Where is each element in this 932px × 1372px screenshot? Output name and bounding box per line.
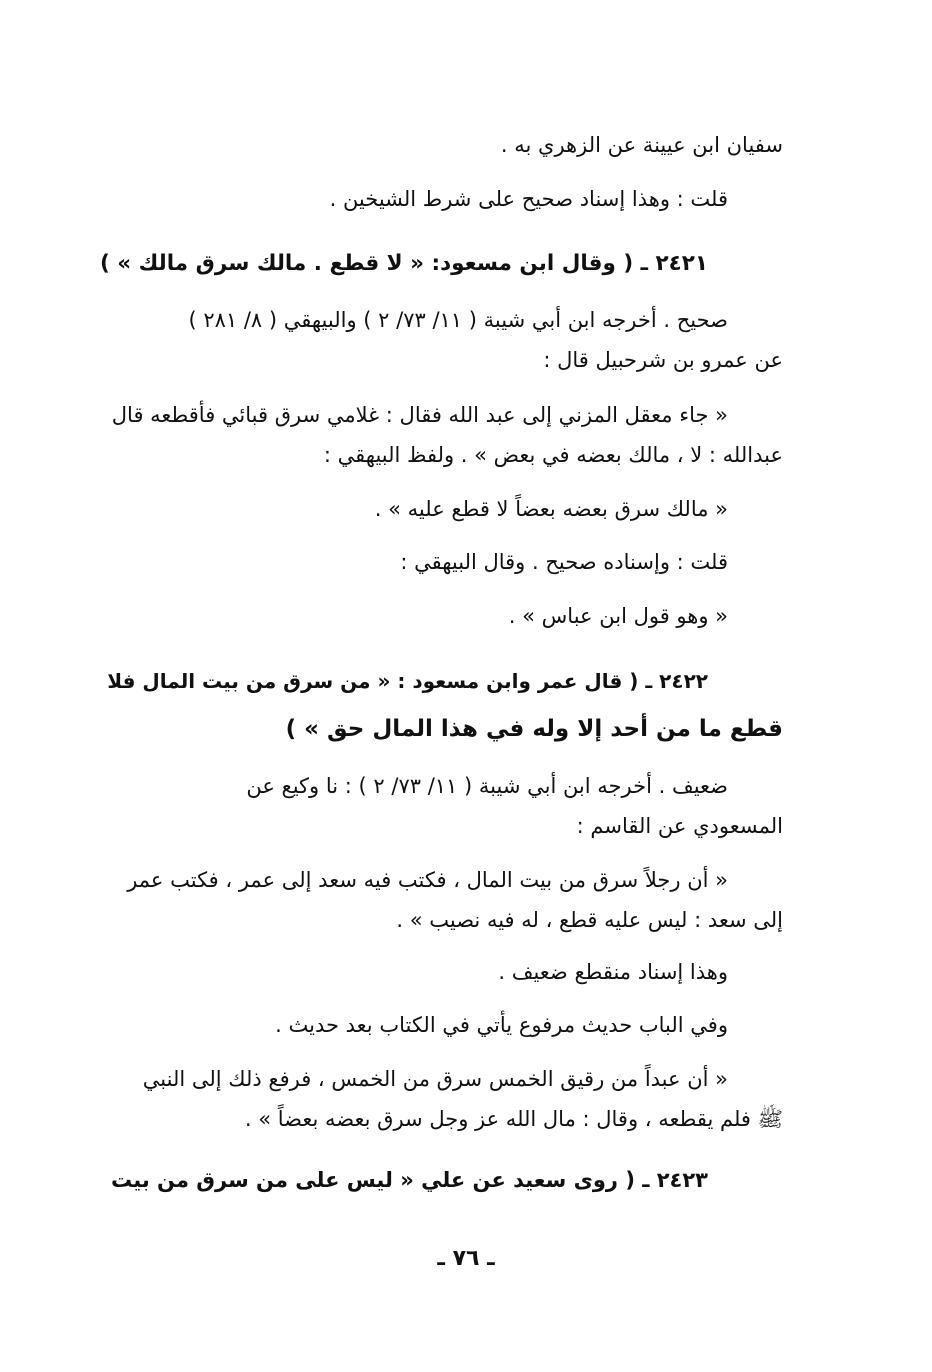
text-line: وفي الباب حديث مرفوع يأتي في الكتاب بعد حديث .: [275, 1013, 728, 1037]
quote-line: « جاء معقل المزني إلى عبد الله فقال : غلامي سرق قبائي فأقطعه قال: [111, 403, 728, 427]
text-line: عن عمرو بن شرحبيل قال :: [543, 348, 783, 372]
text-line: صحيح . أخرجه ابن أبي شيبة ( ١١/ ٧٣/ ٢ ) والبيهقي ( ٨/ ٢٨١ ): [188, 308, 728, 332]
text-line: عبدالله : لا ، مالك بعضه في بعض » . ولفظ البيهقي :: [323, 443, 783, 467]
hadith-heading-2421: ٢٤٢١ ـ ( وقال ابن مسعود: « لا قطع . مالك سرق مالك » ): [99, 251, 708, 276]
text-line: سفيان ابن عيينة عن الزهري به .: [500, 133, 783, 157]
text-line: إلى سعد : ليس عليه قطع ، له فيه نصيب » .: [396, 908, 783, 932]
text-line: قلت : وإسناده صحيح . وقال البيهقي :: [400, 550, 728, 574]
quote-line: « أن عبداً من رقيق الخمس سرق من الخمس ، فرفع ذلك إلى النبي: [142, 1067, 728, 1091]
quote-line: « وهو قول ابن عباس » .: [508, 604, 728, 628]
text-line: وهذا إسناد منقطع ضعيف .: [498, 960, 728, 984]
text-line: ضعيف . أخرجه ابن أبي شيبة ( ١١/ ٧٣/ ٢ ) : نا وكيع عن: [246, 774, 728, 798]
quote-line: « مالك سرق بعضه بعضاً لا قطع عليه » .: [374, 497, 728, 521]
quote-line: « أن رجلاً سرق من بيت المال ، فكتب فيه سعد إلى عمر ، فكتب عمر: [127, 868, 728, 892]
hadith-heading-2422-cont: قطع ما من أحد إلا وله في هذا المال حق » ): [285, 716, 783, 742]
page-number: ـ ٧٦ ـ: [437, 1246, 495, 1271]
hadith-heading-2422: ٢٤٢٢ ـ ( قال عمر وابن مسعود : « من سرق من بيت المال فلا: [107, 669, 708, 693]
text-line: ﷺ فلم يقطعه ، وقال : مال الله عز وجل سرق بعضه بعضاً » .: [244, 1107, 783, 1131]
text-line: المسعودي عن القاسم :: [576, 814, 783, 838]
hadith-heading-2423: ٢٤٢٣ ـ ( روى سعيد عن علي « ليس على من سرق من بيت: [111, 1168, 708, 1192]
text-line: قلت : وهذا إسناد صحيح على شرط الشيخين .: [329, 187, 728, 211]
